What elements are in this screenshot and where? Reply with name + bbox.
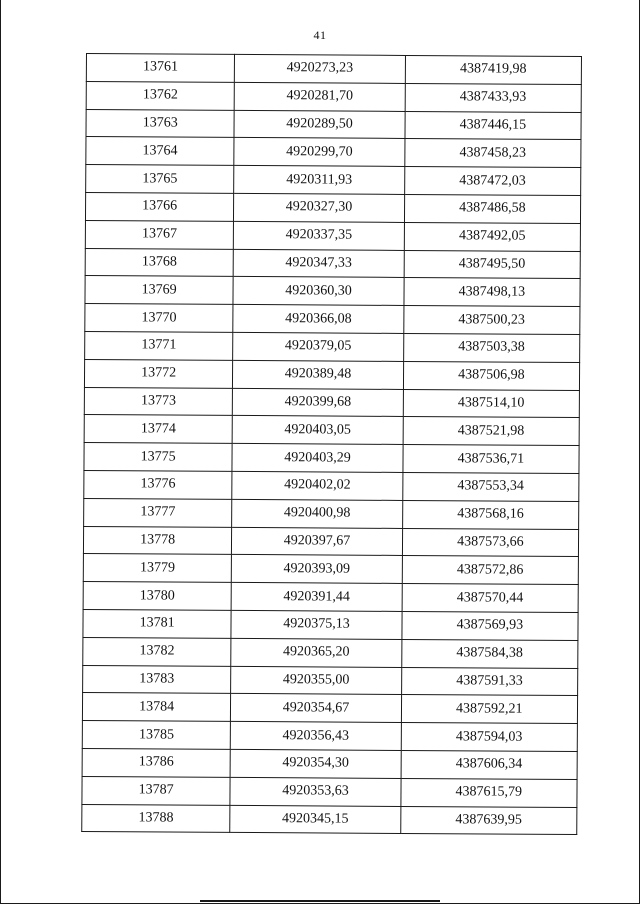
- table-row: [83, 665, 578, 696]
- x-coordinate-cell: 4920281,70: [234, 82, 405, 111]
- table-row: [85, 248, 580, 279]
- table-row: [83, 582, 578, 613]
- y-coordinate-cell: 4387639,95: [400, 806, 577, 835]
- table-row: [85, 304, 580, 335]
- y-coordinate-cell: 4387446,15: [405, 111, 582, 140]
- point-number-cell: 13769: [85, 276, 233, 305]
- x-coordinate-cell: 4920356,43: [231, 722, 402, 751]
- y-coordinate-cell: 4387606,34: [401, 750, 578, 779]
- x-coordinate-cell: 4920354,30: [230, 749, 401, 778]
- x-coordinate-cell: 4920391,44: [231, 583, 402, 612]
- y-coordinate-cell: 4387536,71: [403, 445, 580, 474]
- table-row: [83, 609, 578, 640]
- page-number: 41: [313, 28, 327, 42]
- y-coordinate-cell: 4387433,93: [405, 83, 582, 112]
- y-coordinate-cell: 4387570,44: [402, 584, 579, 613]
- y-coordinate-cell: 4387568,16: [402, 500, 579, 529]
- point-number-cell: 13788: [82, 804, 230, 833]
- point-number-cell: 13765: [86, 165, 234, 194]
- y-coordinate-cell: 4387503,38: [403, 333, 580, 362]
- x-coordinate-cell: 4920347,33: [233, 249, 404, 278]
- x-coordinate-cell: 4920403,05: [232, 416, 403, 445]
- x-coordinate-cell: 4920360,30: [233, 277, 404, 306]
- y-coordinate-cell: 4387584,38: [401, 639, 578, 668]
- x-coordinate-cell: 4920365,20: [231, 638, 402, 667]
- table-row: [84, 443, 579, 474]
- table-row: [84, 498, 579, 529]
- table-row: [84, 387, 579, 418]
- y-coordinate-cell: 4387521,98: [403, 417, 580, 446]
- table-row: [83, 554, 578, 585]
- table-row: [84, 470, 579, 501]
- y-coordinate-cell: 4387500,23: [403, 306, 580, 335]
- y-coordinate-cell: 4387506,98: [403, 361, 580, 390]
- x-coordinate-cell: 4920397,67: [232, 527, 403, 556]
- y-coordinate-cell: 4387572,86: [402, 556, 579, 585]
- y-coordinate-cell: 4387592,21: [401, 695, 578, 724]
- y-coordinate-cell: 4387514,10: [403, 389, 580, 418]
- point-number-cell: 13766: [85, 192, 233, 221]
- x-coordinate-cell: 4920403,29: [232, 444, 403, 473]
- table-row: [84, 415, 579, 446]
- x-coordinate-cell: 4920354,67: [231, 694, 402, 723]
- point-number-cell: 13784: [82, 693, 230, 722]
- point-number-cell: 13778: [83, 526, 231, 555]
- point-number-cell: 13771: [85, 331, 233, 360]
- point-number-cell: 13761: [86, 54, 234, 83]
- table-row: [86, 81, 581, 112]
- point-number-cell: 13775: [84, 443, 232, 472]
- x-coordinate-cell: 4920289,50: [234, 110, 405, 139]
- point-number-cell: 13770: [85, 304, 233, 333]
- table-row: [86, 165, 581, 196]
- point-number-cell: 13780: [83, 582, 231, 611]
- x-coordinate-cell: 4920399,68: [233, 388, 404, 417]
- table-row: [83, 526, 578, 557]
- point-number-cell: 13782: [83, 637, 231, 666]
- x-coordinate-cell: 4920389,48: [233, 360, 404, 389]
- x-coordinate-cell: 4920379,05: [233, 332, 404, 361]
- x-coordinate-cell: 4920299,70: [234, 138, 405, 167]
- y-coordinate-cell: 4387486,58: [404, 194, 581, 223]
- x-coordinate-cell: 4920327,30: [234, 193, 405, 222]
- point-number-cell: 13774: [84, 415, 232, 444]
- table-row: [86, 54, 581, 85]
- table-row: [86, 137, 581, 168]
- point-number-cell: 13767: [85, 220, 233, 249]
- table-row: [85, 276, 580, 307]
- x-coordinate-cell: 4920273,23: [235, 54, 406, 83]
- y-coordinate-cell: 4387553,34: [402, 472, 579, 501]
- point-number-cell: 13762: [86, 81, 234, 110]
- table-row: [84, 359, 579, 390]
- point-number-cell: 13783: [83, 665, 231, 694]
- point-number-cell: 13777: [84, 498, 232, 527]
- point-number-cell: 13764: [86, 137, 234, 166]
- x-coordinate-cell: 4920311,93: [234, 166, 405, 195]
- y-coordinate-cell: 4387419,98: [405, 55, 582, 84]
- table-row: [83, 637, 578, 668]
- y-coordinate-cell: 4387591,33: [401, 667, 578, 696]
- point-number-cell: 13779: [83, 554, 231, 583]
- x-coordinate-cell: 4920402,02: [232, 471, 403, 500]
- x-coordinate-cell: 4920366,08: [233, 305, 404, 334]
- table-row: [82, 776, 577, 807]
- point-number-cell: 13787: [82, 776, 230, 805]
- point-number-cell: 13785: [82, 721, 230, 750]
- x-coordinate-cell: 4920400,98: [232, 499, 403, 528]
- table-row: [82, 721, 577, 752]
- table-row: [82, 693, 577, 724]
- point-number-cell: 13786: [82, 748, 230, 777]
- point-number-cell: 13763: [86, 109, 234, 138]
- point-number-cell: 13773: [84, 387, 232, 416]
- bottom-rule: [200, 900, 440, 902]
- table-row: [85, 331, 580, 362]
- y-coordinate-cell: 4387498,13: [404, 278, 581, 307]
- y-coordinate-cell: 4387573,66: [402, 528, 579, 557]
- y-coordinate-cell: 4387472,03: [404, 167, 581, 196]
- x-coordinate-cell: 4920345,15: [230, 805, 401, 834]
- point-number-cell: 13781: [83, 609, 231, 638]
- point-number-cell: 13772: [84, 359, 232, 388]
- y-coordinate-cell: 4387615,79: [401, 778, 578, 807]
- point-number-cell: 13768: [85, 248, 233, 277]
- coordinates-table: [81, 53, 582, 835]
- table-row: [82, 748, 577, 779]
- y-coordinate-cell: 4387492,05: [404, 222, 581, 251]
- x-coordinate-cell: 4920337,35: [234, 221, 405, 250]
- y-coordinate-cell: 4387569,93: [402, 611, 579, 640]
- x-coordinate-cell: 4920375,13: [231, 610, 402, 639]
- y-coordinate-cell: 4387458,23: [404, 139, 581, 168]
- x-coordinate-cell: 4920353,63: [230, 777, 401, 806]
- point-number-cell: 13776: [84, 470, 232, 499]
- table-row: [82, 804, 577, 835]
- table-row: [85, 220, 580, 251]
- x-coordinate-cell: 4920355,00: [231, 666, 402, 695]
- y-coordinate-cell: 4387594,03: [401, 723, 578, 752]
- coordinates-table-body: [82, 54, 582, 835]
- x-coordinate-cell: 4920393,09: [232, 555, 403, 584]
- table-row: [85, 192, 580, 223]
- y-coordinate-cell: 4387495,50: [404, 250, 581, 279]
- table-row: [86, 109, 581, 140]
